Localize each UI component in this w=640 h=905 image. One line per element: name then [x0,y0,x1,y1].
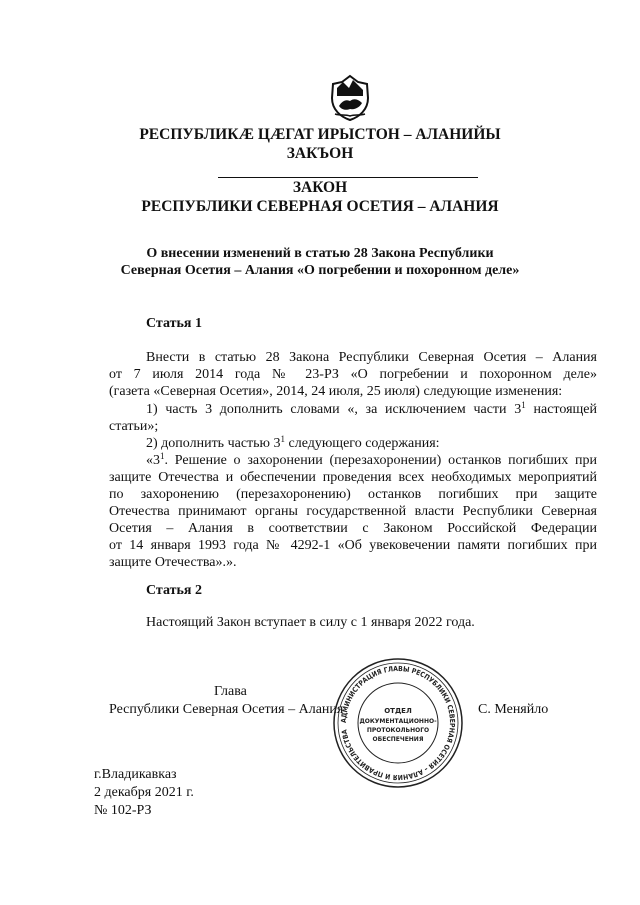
item-2-text-b: следующего содержания: [285,436,440,451]
article-1-intro-line-3: (газета «Северная Осетия», 2014, 24 июля, 25 июля) следующие изменения: [109,384,563,399]
superscript: 1 [160,451,165,461]
signing-date: 2 декабря 2021 г. [94,785,194,800]
item-1-text-a: 1) часть 3 дополнить словами «, за исключением части 3 [146,402,522,417]
superscript: 1 [280,434,285,444]
signature-role-line-2: Республики Северная Осетия – Алания [109,702,344,717]
superscript: 1 [521,400,526,410]
quote-line-5: Осетия – Алания в соответствии с Законом Российской Федерации [109,521,597,536]
svg-text:ДОКУМЕНТАЦИОННО-: ДОКУМЕНТАЦИОННО- [359,718,437,725]
svg-text:ОТДЕЛ: ОТДЕЛ [384,707,412,715]
item-2-line [146,436,597,453]
quote-text-a: «3 [146,453,160,468]
item-1-line-2: статьи»; [109,419,159,434]
law-title-line-1: О внесении изменений в статью 28 Закона Республики [146,246,494,261]
russian-republic-heading: РЕСПУБЛИКИ СЕВЕРНАЯ ОСЕТИЯ – АЛАНИЯ [141,198,499,215]
item-1-line-1 [146,402,597,419]
item-1-text-b: настоящей [525,402,597,417]
coat-of-arms-icon [327,74,373,122]
quote-text-b: . Решение о захоронении (перезахоронении) останков погибших при [164,453,597,468]
svg-text:ПРОТОКОЛЬНОГО: ПРОТОКОЛЬНОГО [366,727,430,734]
law-heading: ЗАКОН [292,179,348,196]
city: г.Владикавказ [94,767,177,782]
signature-role-line-1: Глава [214,684,247,699]
header-divider [218,177,478,178]
official-stamp [330,655,466,791]
ossetian-republic-heading: РЕСПУБЛИКӔ ЦӔГАТ ИРЫСТОН – АЛАНИЙЫ [139,126,501,143]
quote-line-2: защите Отечества и обеспечении проведения всех необходимых мероприятий [109,470,597,485]
law-number: № 102-РЗ [94,803,152,818]
quote-line-6: от 14 января 1993 года № 4292-1 «Об увековечении памяти погибших при [109,538,597,553]
article-2-text: Настоящий Закон вступает в силу с 1 января 2022 года. [146,615,475,630]
signatory-name: С. Меняйло [478,702,549,717]
quote-line-3: по захоронению (перезахоронению) останков погибших при защите [109,487,597,502]
svg-text:ОБЕСПЕЧЕНИЯ: ОБЕСПЕЧЕНИЯ [372,736,424,743]
svg-text:АДМИНИСТРАЦИЯ ГЛАВЫ РЕСПУБЛИКИ: АДМИНИСТРАЦИЯ ГЛАВЫ РЕСПУБЛИКИ СЕВЕРНАЯ ОСЕТИЯ – АЛАНИЯ И ПРАВИТЕЛЬСТВА [339,664,457,782]
article-1-intro-line-1: Внести в статью 28 Закона Республики Северная Осетия – Алания [146,350,597,365]
article-2-heading: Статья 2 [146,583,202,598]
law-title-line-2: Северная Осетия – Алания «О погребении и похоронном деле» [120,263,520,278]
quote-line-7: защите Отечества».». [109,555,237,570]
article-1-intro-line-2: от 7 июля 2014 года № 23-РЗ «О погребении и похоронном деле» [109,367,597,382]
item-2-text-a: 2) дополнить частью 3 [146,436,281,451]
quote-line-4: Отечества принимают органы государственной власти Республики Северная [109,504,597,519]
article-1-heading: Статья 1 [146,316,202,331]
ossetian-law-heading: ЗАКЪОН [286,145,354,162]
quote-line-1 [146,453,597,470]
